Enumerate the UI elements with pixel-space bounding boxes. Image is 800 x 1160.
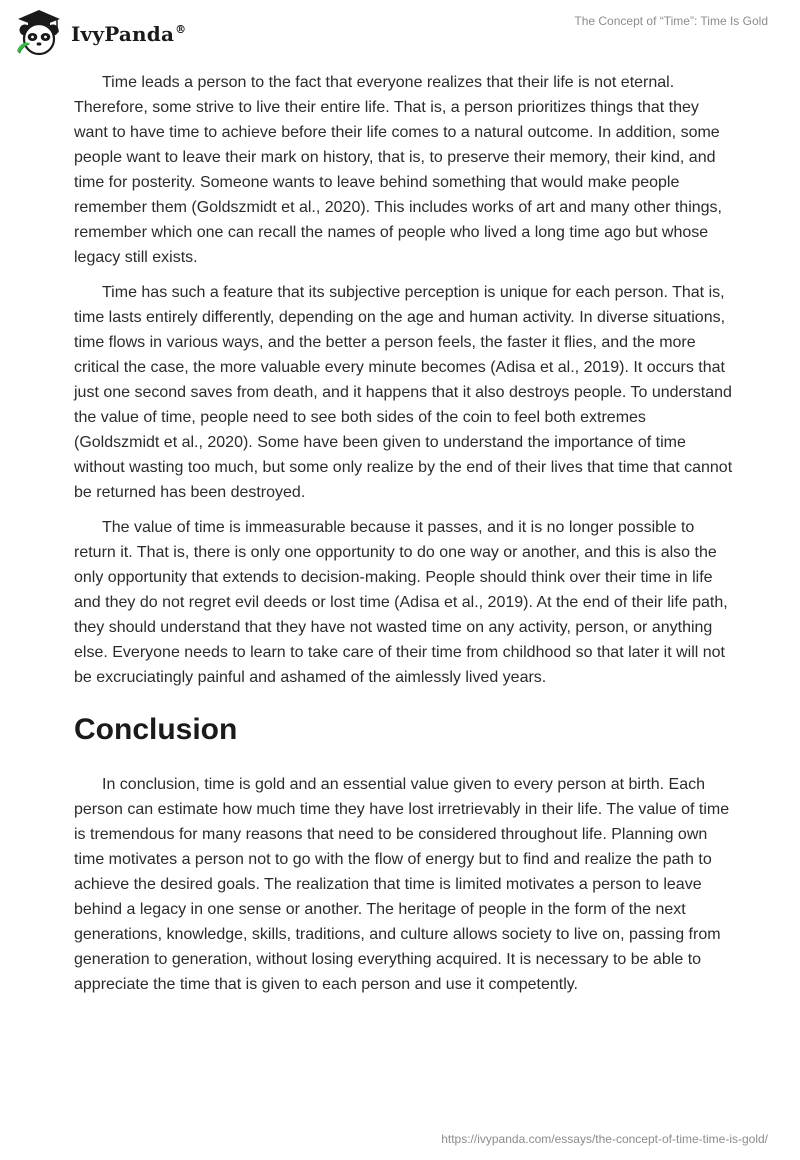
- running-title: The Concept of “Time”: Time Is Gold: [574, 14, 768, 28]
- brand-name: [71, 22, 186, 46]
- conclusion-heading: Conclusion: [74, 713, 238, 746]
- brand-name-text: IvyPanda: [71, 22, 175, 46]
- source-url[interactable]: https://ivypanda.com/essays/the-concept-of-time-time-is-gold/: [441, 1132, 768, 1146]
- conclusion-paragraph: In conclusion, time is gold and an essential value given to every person at birth. Each person can estimate how much time they have lost irretrievably in their life. The value of time is tremendous for many reasons that need to be considered throughout life. Planning own time motivates a person not to go with the flow of energy but to find and realize the path to achieve the desired goals. The realization that time is limited motivates a person to leave behind a legacy in one sense or another. The heritage of people in the form of the next generations, knowledge, skills, traditions, and culture allows society to live on, passing from generation to generation, without losing everything acquired. It is necessary to be able to appreciate the time that is given to each person and use it competently.: [74, 776, 730, 993]
- registered-mark: ®: [175, 23, 187, 37]
- essay-content: [74, 70, 734, 1007]
- body-paragraph-2: Time has such a feature that its subjective perception is unique for each person. That is, time lasts entirely differently, depending on the age and human activity. In diverse situations, time flows in various ways, and the better a person feels, the faster it flies, and the more critical the case, the more valuable every minute becomes (Adisa et al., 2019). It occurs that just one second saves from death, and it happens that it also destroys people. To understand the value of time, people need to see both sides of the coin to feel both extremes (Goldszmidt et al., 2020). Some have been given to understand the importance of time without wasting too much, but some only realize by the end of their lives that time that cannot be returned has been destroyed.: [74, 284, 733, 501]
- brand-logo[interactable]: [14, 8, 186, 58]
- panda-graduate-icon: [14, 8, 64, 58]
- body-paragraph-1: Time leads a person to the fact that everyone realizes that their life is not eternal. Therefore, some strive to live their entire life. That is, a person prioritizes things that they want to have time to achieve before their life comes to a natural outcome. In addition, some people want to leave their mark on history, that is, to preserve their memory, their kind, and time for posterity. Someone wants to leave behind something that would make people remember them (Goldszmidt et al., 2020). This includes works of art and many other things, remember which one can recall the names of people who lived a long time ago but whose legacy still exists.: [74, 74, 722, 266]
- page-header: [0, 0, 800, 70]
- body-paragraph-3: The value of time is immeasurable because it passes, and it is no longer possible to return it. That is, there is only one opportunity to do one way or another, and this is also the only opportunity that extends to decision-making. People should think over their time in life and they do not regret evil deeds or lost time (Adisa et al., 2019). At the end of their life path, they should understand that they have not wasted time on any activity, person, or anything else. Everyone needs to learn to take care of their time from childhood so that later it will not be excruciatingly painful and ashamed of the aimlessly lived years.: [74, 519, 728, 686]
